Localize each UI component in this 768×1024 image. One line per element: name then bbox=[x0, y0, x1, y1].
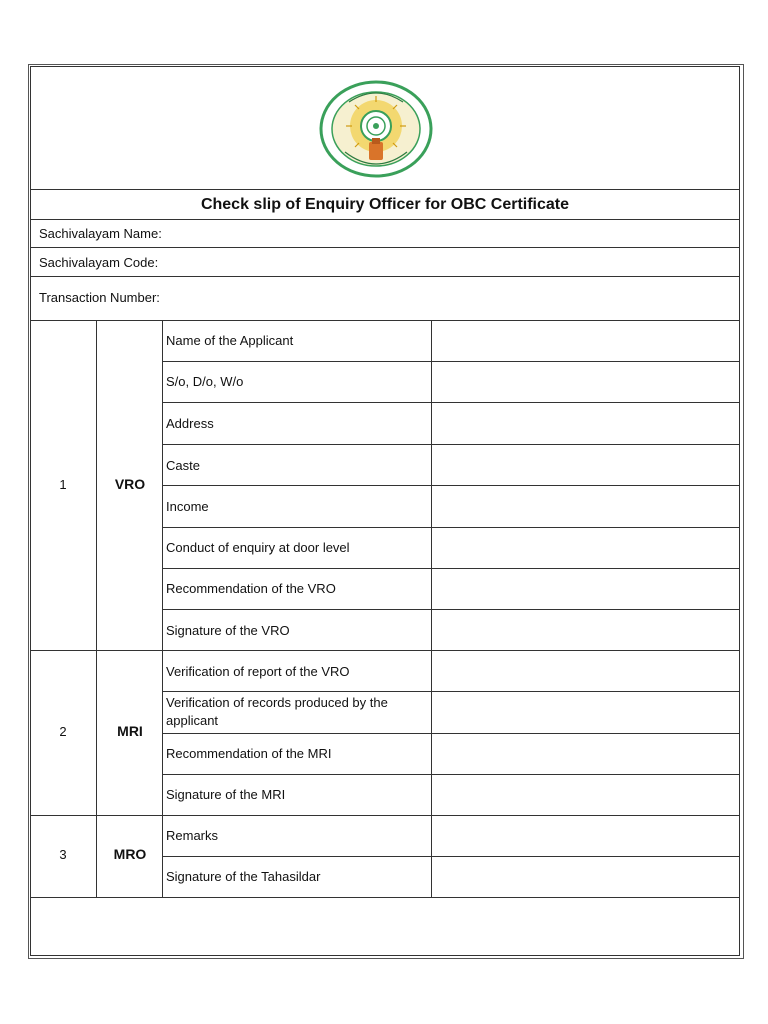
transaction-number-row bbox=[31, 277, 739, 321]
form-title: Check slip of Enquiry Officer for OBC Certificate bbox=[31, 190, 739, 220]
table-rule bbox=[162, 733, 739, 734]
sachivalayam-name-label: Sachivalayam Name: bbox=[39, 226, 162, 241]
section-rule bbox=[31, 815, 739, 816]
section-rule bbox=[31, 650, 739, 651]
sachivalayam-name-row bbox=[31, 219, 739, 248]
item-label: Caste bbox=[166, 458, 200, 473]
item-label: Signature of the Tahasildar bbox=[166, 869, 321, 884]
item-label: Income bbox=[166, 499, 209, 514]
table-rule bbox=[162, 485, 739, 486]
section-number: 3 bbox=[59, 847, 67, 862]
section-number: 2 bbox=[59, 724, 67, 739]
item-label: Name of the Applicant bbox=[166, 333, 294, 348]
section-officer: MRI bbox=[117, 723, 143, 739]
item-label: Conduct of enquiry at door level bbox=[166, 540, 350, 555]
andhra-pradesh-emblem-icon bbox=[319, 80, 433, 178]
table-rule bbox=[162, 774, 739, 775]
item-label: Recommendation of the VRO bbox=[166, 581, 336, 596]
item-label: Signature of the MRI bbox=[166, 787, 286, 802]
table-rule bbox=[162, 568, 739, 569]
item-label: Verification of records produced by the applicant bbox=[166, 695, 388, 728]
table-rule bbox=[162, 444, 739, 445]
transaction-number-label: Transaction Number: bbox=[39, 290, 160, 305]
item-label: Signature of the VRO bbox=[166, 623, 290, 638]
table-rule bbox=[162, 361, 739, 362]
sachivalayam-code-row bbox=[31, 248, 739, 277]
item-label: Address bbox=[166, 416, 214, 431]
section-officer: VRO bbox=[114, 476, 146, 492]
section-officer: MRO bbox=[113, 846, 147, 862]
logo-section bbox=[31, 67, 739, 190]
table-rule bbox=[162, 856, 739, 857]
table-rule bbox=[162, 527, 739, 528]
item-label: Recommendation of the MRI bbox=[166, 746, 332, 761]
table-rule bbox=[162, 402, 739, 403]
table-rule bbox=[162, 609, 739, 610]
table-rule bbox=[162, 691, 739, 692]
section-number: 1 bbox=[59, 477, 67, 492]
check-slip-form bbox=[30, 66, 740, 956]
item-label: Remarks bbox=[166, 828, 219, 843]
sachivalayam-code-label: Sachivalayam Code: bbox=[39, 255, 159, 270]
section-rule bbox=[31, 897, 739, 898]
item-label: S/o, D/o, W/o bbox=[166, 374, 244, 389]
item-label: Verification of report of the VRO bbox=[166, 664, 350, 679]
table-divider bbox=[96, 321, 97, 897]
